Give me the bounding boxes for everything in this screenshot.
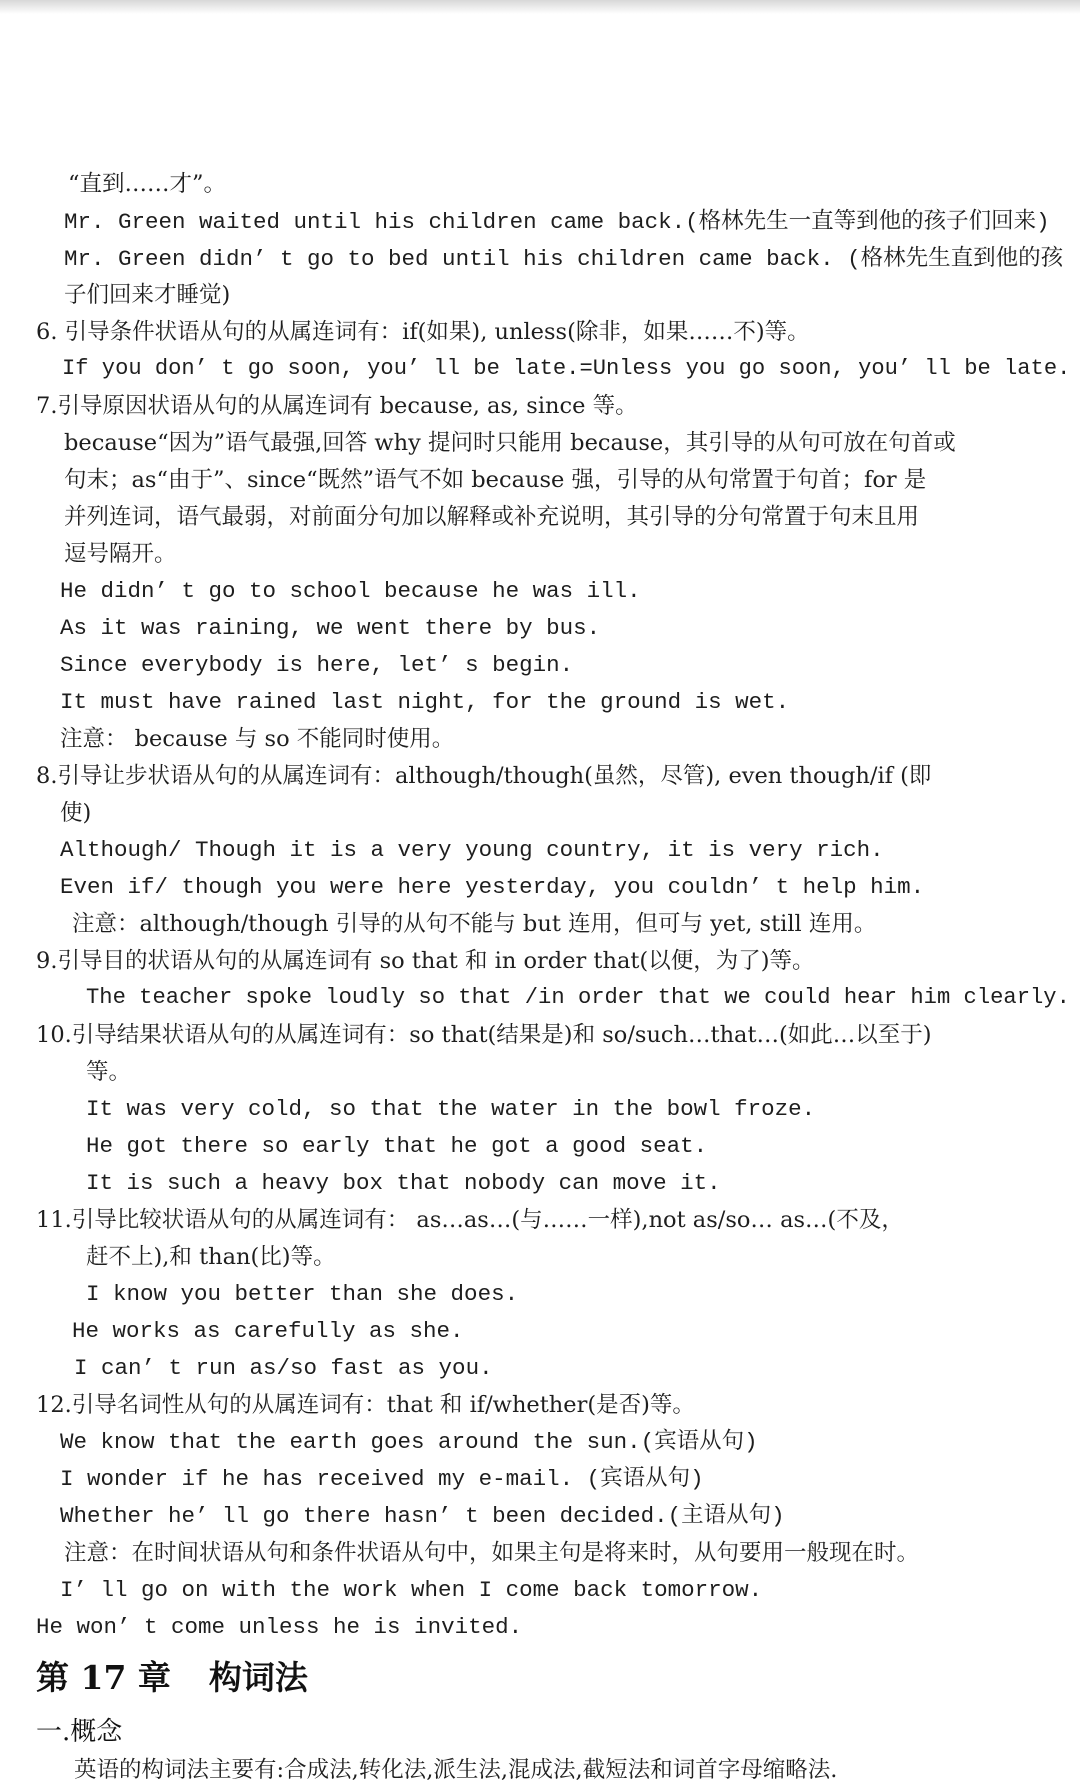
example-sentence: I’ ll go on with the work when I come back tomorrow. <box>60 1577 763 1603</box>
list-item-8: 8.引导让步状语从句的从属连词有：although/though(虽然，尽管), even though/if (即 <box>36 763 932 789</box>
list-item-11: 11.引导比较状语从句的从属连词有： as…as…(与……一样),not as/so… as…(不及， <box>36 1207 904 1233</box>
example-sentence: The teacher spoke loudly so that /in order that we could hear him clearly. <box>86 985 1070 1010</box>
list-item-7: 7.引导原因状语从句的从属连词有 because, as, since 等。 <box>36 393 638 419</box>
example-sentence: I wonder if he has received my e-mail. (宾语从句) <box>60 1466 704 1492</box>
text-line: 并列连词，语气最弱，对前面分句加以解释或补充说明，其引导的分句常置于句末且用 <box>64 504 920 530</box>
example-sentence: He works as carefully as she. <box>72 1318 464 1344</box>
example-sentence: It must have rained last night, for the ground is wet. <box>60 689 790 715</box>
chapter-heading <box>36 1658 308 1698</box>
chapter-number: 第 17 章 <box>36 1658 171 1697</box>
example-sentence: It was very cold, so that the water in the bowl froze. <box>86 1096 816 1122</box>
section-heading: 一.概念 <box>36 1717 123 1747</box>
example-sentence: It is such a heavy box that nobody can move it. <box>86 1170 721 1196</box>
list-item-9: 9.引导目的状语从句的从属连词有 so that 和 in order that(以便，为了)等。 <box>36 948 815 974</box>
example-sentence: As it was raining, we went there by bus. <box>60 615 601 641</box>
example-sentence: I can’ t run as/so fast as you. <box>74 1355 493 1381</box>
text-line: 使) <box>60 800 92 826</box>
note-line: 注意： because 与 so 不能同时使用。 <box>60 726 455 752</box>
chapter-title: 构词法 <box>208 1658 308 1697</box>
text-line: Mr. Green waited until his children came back.(格林先生一直等到他的孩子们回来) <box>64 209 1050 235</box>
example-sentence: He didn’ t go to school because he was ill. <box>60 578 641 604</box>
text-line: 逗号隔开。 <box>64 541 177 567</box>
text-line: “直到……才”。 <box>68 171 227 197</box>
example-sentence: He got there so early that he got a good seat. <box>86 1133 708 1159</box>
text-line: 句末；as“由于”、since“既然”语气不如 because 强，引导的从句常置于句首；for 是 <box>64 467 927 493</box>
section-body: 英语的构词法主要有:合成法,转化法,派生法,混成法,截短法和词首字母缩略法. <box>74 1757 838 1783</box>
note-line: 注意：在时间状语从句和条件状语从句中，如果主句是将来时，从句要用一般现在时。 <box>64 1540 920 1566</box>
text-line: Mr. Green didn’ t go to bed until his children came back. (格林先生直到他的孩 <box>64 246 1064 272</box>
text-line: 赶不上),和 than(比)等。 <box>86 1244 336 1270</box>
list-item-10: 10.引导结果状语从句的从属连词有：so that(结果是)和 so/such…that…(如此…以至于) <box>36 1022 932 1048</box>
example-sentence: He won’ t come unless he is invited. <box>36 1614 523 1640</box>
example-sentence: I know you better than she does. <box>86 1281 519 1307</box>
example-sentence: We know that the earth goes around the sun.(宾语从句) <box>60 1429 758 1455</box>
example-sentence: Since everybody is here, let’ s begin. <box>60 652 574 678</box>
example-sentence: Even if/ though you were here yesterday, you couldn’ t help him. <box>60 874 925 900</box>
list-item-12: 12.引导名词性从句的从属连词有：that 和 if/whether(是否)等。 <box>36 1392 695 1418</box>
watermark <box>842 1758 1062 1784</box>
text-line: 等。 <box>86 1059 132 1085</box>
example-sentence: If you don’ t go soon, you’ ll be late.=Unless you go soon, you’ ll be late. <box>62 356 1071 381</box>
note-line: 注意：although/though 引导的从句不能与 but 连用，但可与 yet, still 连用。 <box>72 911 877 937</box>
text-line: because“因为”语气最强,回答 why 提问时只能用 because，其引导的从句可放在句首或 <box>64 430 956 456</box>
text-line: 子们回来才睡觉) <box>64 282 231 308</box>
example-sentence: Whether he’ ll go there hasn’ t been decided.(主语从句) <box>60 1503 785 1529</box>
example-sentence: Although/ Though it is a very young country, it is very rich. <box>60 837 884 863</box>
list-item-6: 6. 引导条件状语从句的从属连词有：if(如果), unless(除非，如果……不)等。 <box>36 319 810 345</box>
